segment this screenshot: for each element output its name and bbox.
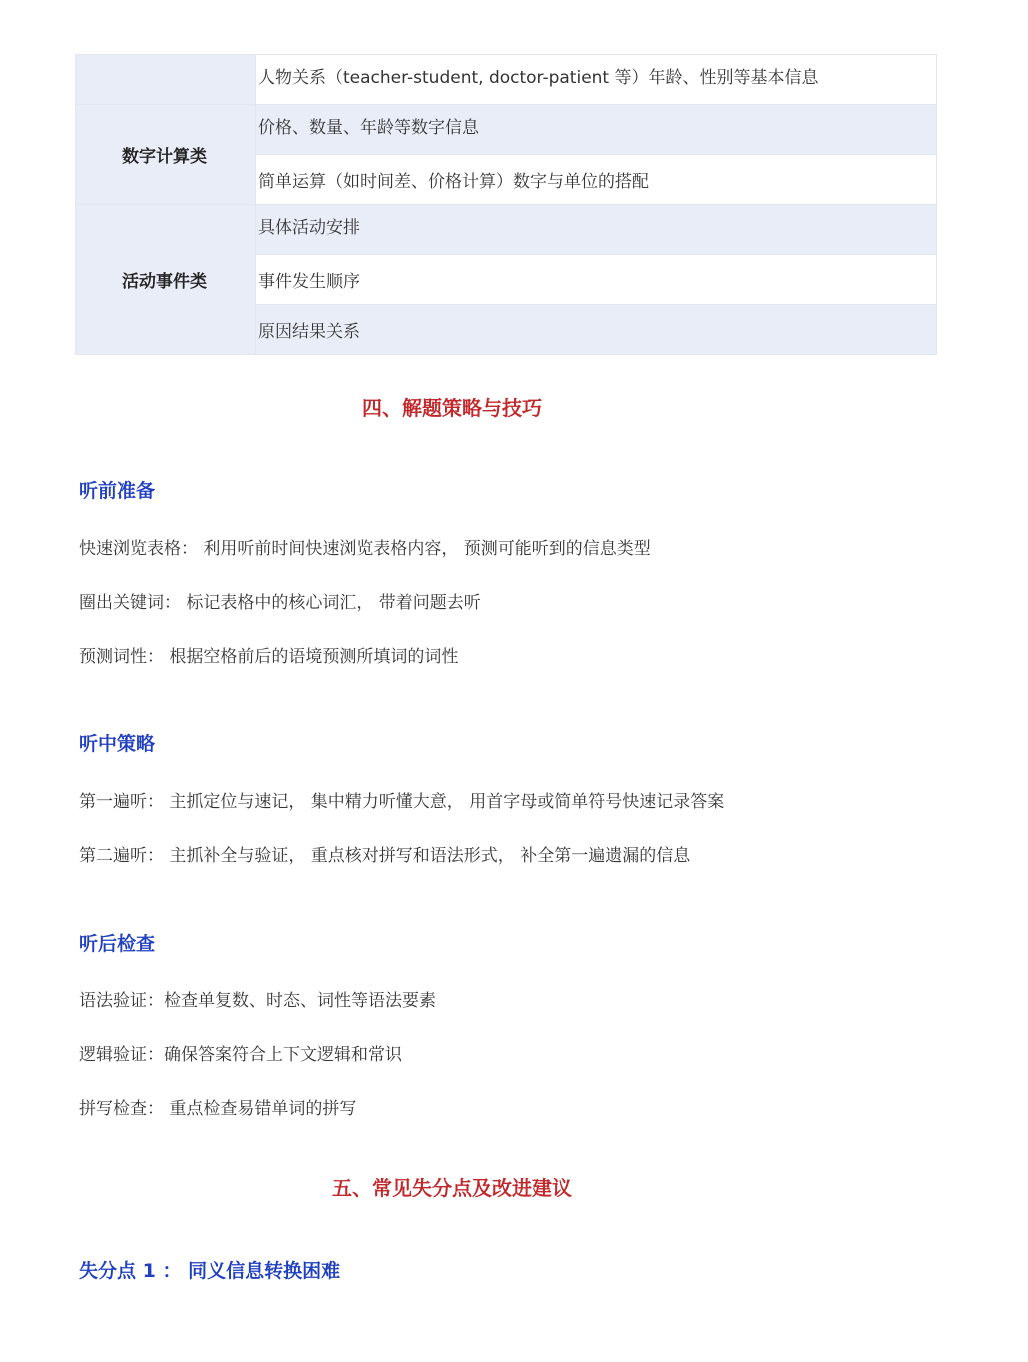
before-listening-item: 圈出关键词： 标记表格中的核心词汇， 带着问题去听 <box>79 593 481 613</box>
table-item-cell: 价格、数量、年龄等数字信息 <box>256 105 937 155</box>
before-listening-title: 听前准备 <box>79 480 156 502</box>
table-category-cell <box>76 205 256 355</box>
table-category-cell <box>76 105 256 205</box>
table-item-cell: 具体活动安排 <box>256 205 937 255</box>
table-item-cell: 简单运算（如时间差、价格计算）数字与单位的搭配 <box>256 155 937 205</box>
table-row <box>76 55 937 105</box>
before-listening-item: 预测词性： 根据空格前后的语境预测所填词的词性 <box>79 647 459 667</box>
after-listening-title: 听后检查 <box>79 933 156 955</box>
category-label: 数字计算类 <box>122 147 207 167</box>
table-row <box>76 205 937 255</box>
during-listening-title: 听中策略 <box>79 733 156 755</box>
after-listening-item: 语法验证：检查单复数、时态、词性等语法要素 <box>79 991 436 1011</box>
section-4-title: 四、解题策略与技巧 <box>362 396 542 420</box>
loss-point-1-title: 失分点 1 ： 同义信息转换困难 <box>79 1260 341 1282</box>
table-item-cell: 事件发生顺序 <box>256 255 937 305</box>
section-5-title: 五、常见失分点及改进建议 <box>332 1176 572 1200</box>
table-item-cell: 人物关系（teacher-student, doctor-patient 等）年龄、性别等基本信息 <box>256 55 937 105</box>
table-item-cell: 原因结果关系 <box>256 305 937 355</box>
after-listening-item: 拼写检查： 重点检查易错单词的拼写 <box>79 1099 357 1119</box>
category-label: 活动事件类 <box>122 272 207 292</box>
info-category-table <box>75 54 937 355</box>
after-listening-item: 逻辑验证：确保答案符合上下文逻辑和常识 <box>79 1045 402 1065</box>
during-listening-item: 第一遍听： 主抓定位与速记， 集中精力听懂大意， 用首字母或简单符号快速记录答案 <box>79 792 725 812</box>
before-listening-item: 快速浏览表格： 利用听前时间快速浏览表格内容， 预测可能听到的信息类型 <box>79 539 651 559</box>
table-row <box>76 105 937 155</box>
table-category-cell <box>76 55 256 105</box>
during-listening-item: 第二遍听： 主抓补全与验证， 重点核对拼写和语法形式， 补全第一遍遗漏的信息 <box>79 846 691 866</box>
